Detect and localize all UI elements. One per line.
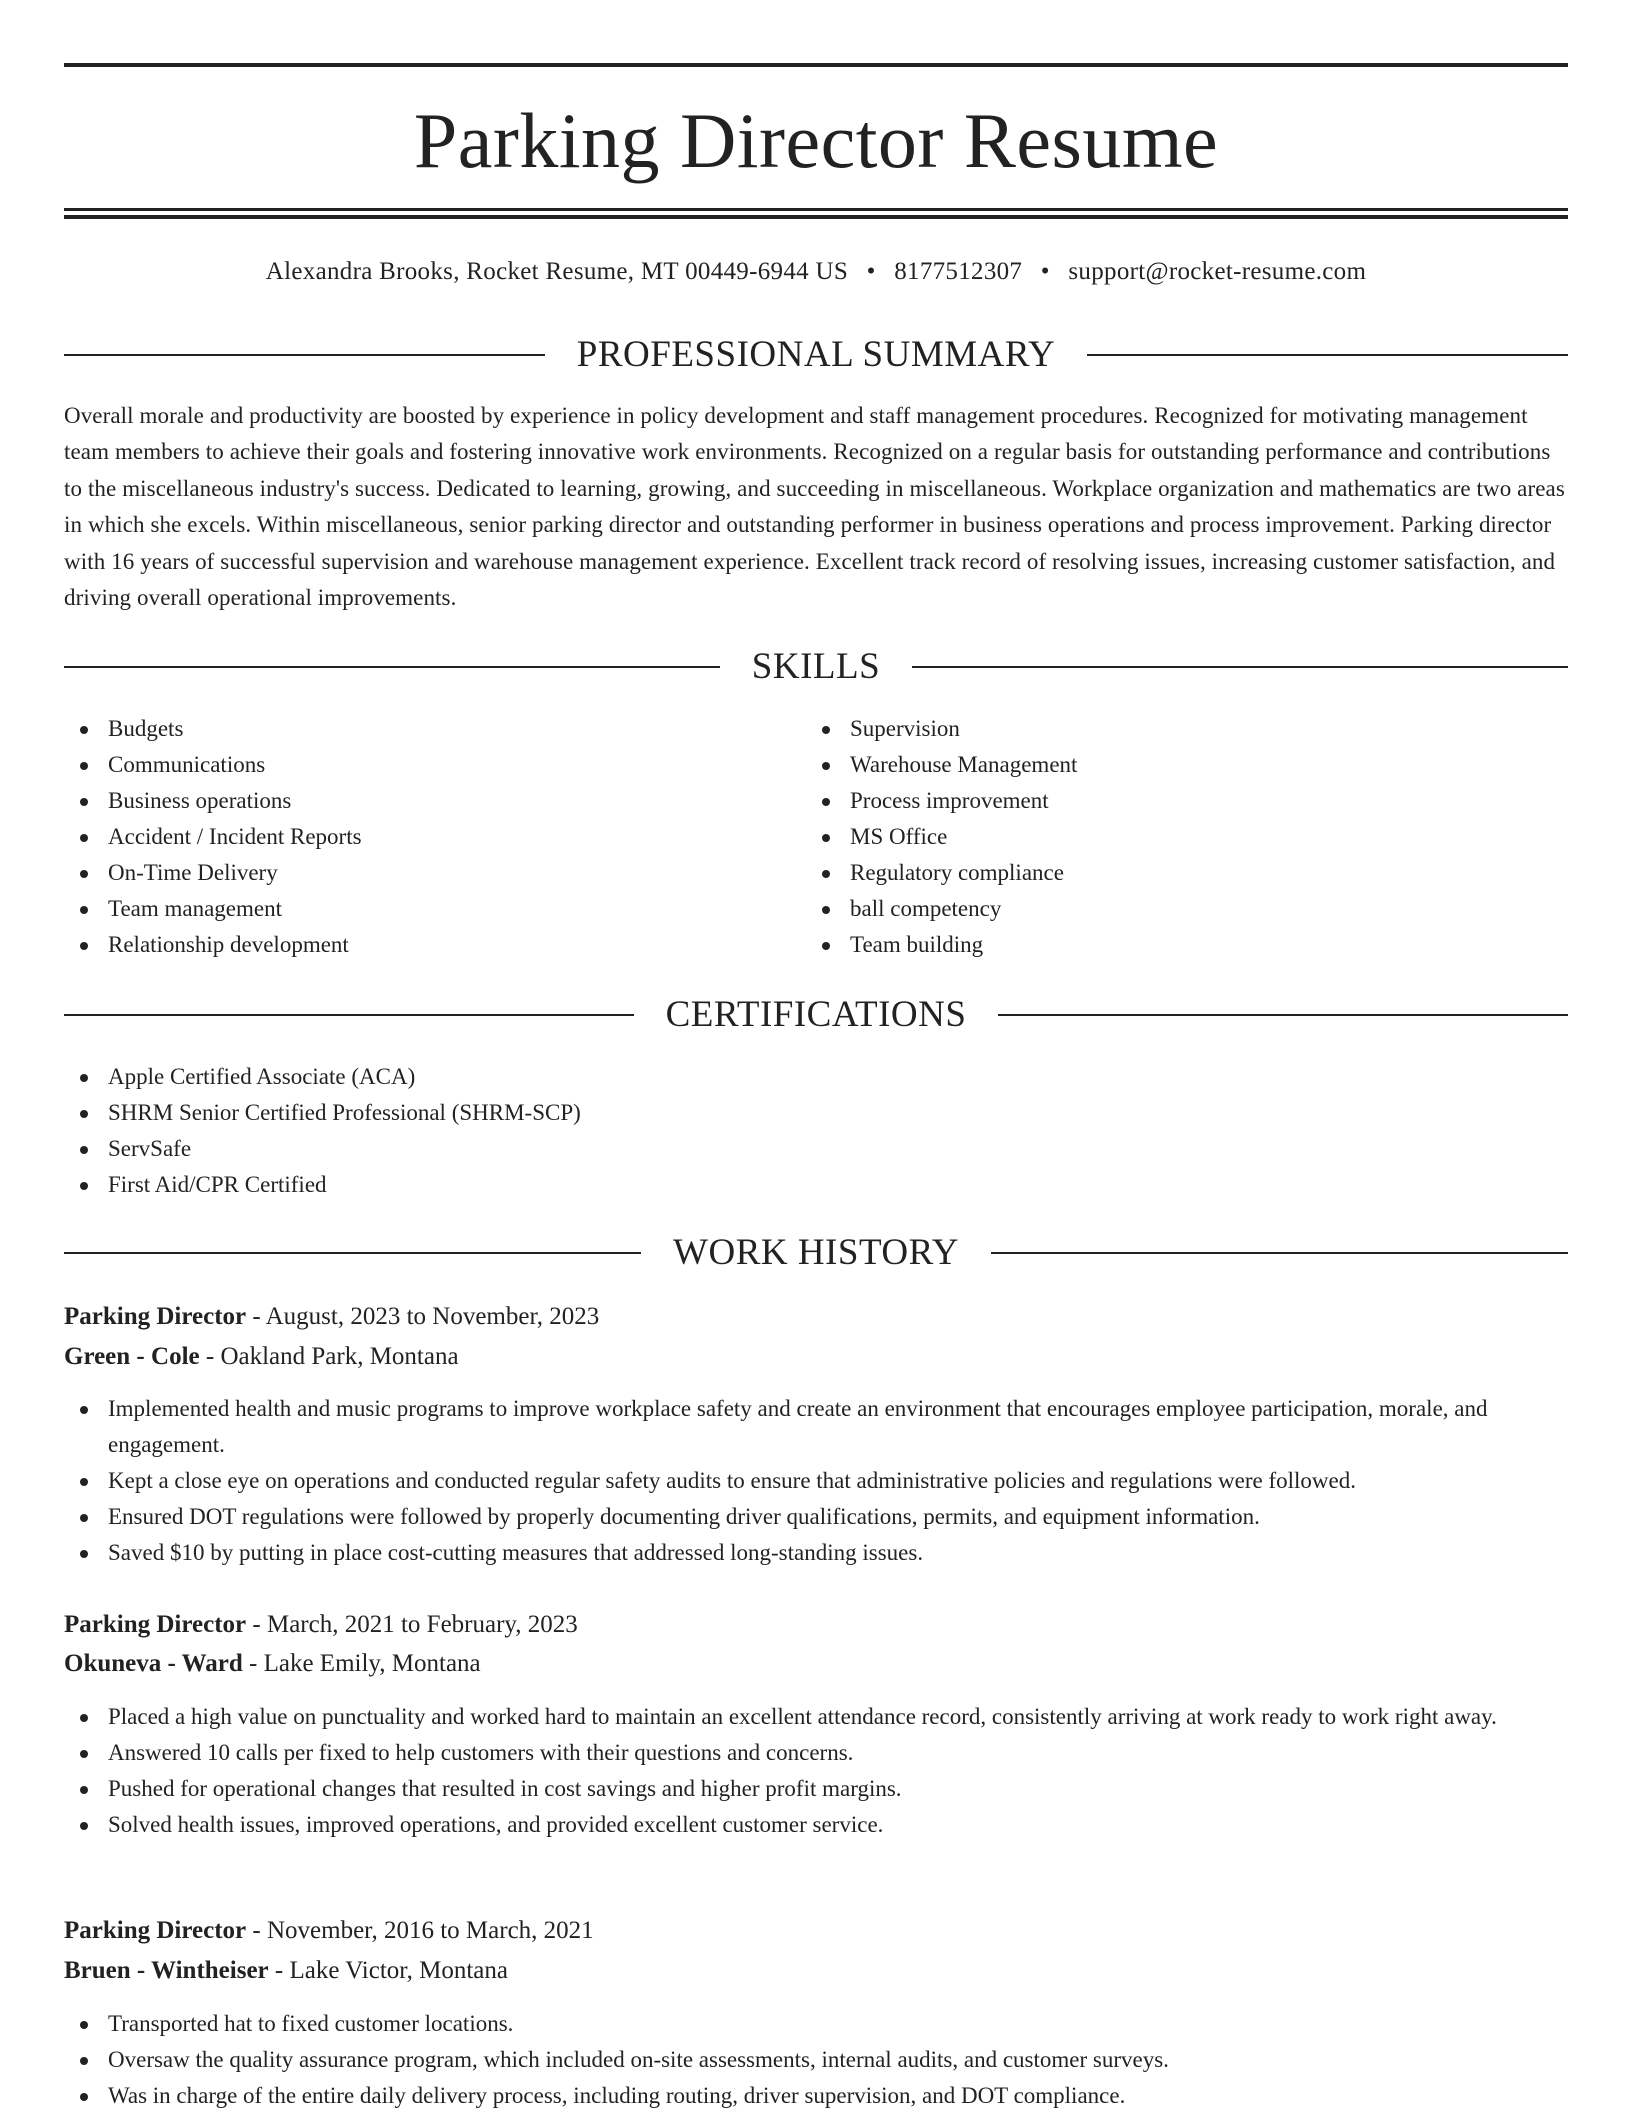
section-heading-summary: [64, 330, 1568, 380]
section-heading-work-history: [64, 1228, 1568, 1278]
job-location: Lake Emily, Montana: [263, 1650, 481, 1677]
list-item: Business operations: [64, 783, 804, 819]
list-item: Accident / Incident Reports: [64, 819, 804, 855]
section-title: SKILLS: [751, 646, 881, 687]
job-location: Lake Victor, Montana: [289, 1957, 508, 1984]
job-title-line: Parking Director - November, 2016 to March, 2021: [64, 1917, 594, 1944]
certifications-list: [64, 1059, 1568, 1203]
job-dates: March, 2021 to February, 2023: [266, 1611, 578, 1638]
section-title: CERTIFICATIONS: [665, 994, 967, 1035]
job-company-line: Green - Cole - Oakland Park, Montana: [64, 1343, 459, 1370]
heading-rule: [1087, 354, 1568, 356]
contact-separator: •: [866, 258, 876, 285]
list-item: Team building: [806, 927, 1546, 963]
job-title: Parking Director: [64, 1303, 247, 1330]
contact-phone: 8177512307: [894, 258, 1023, 285]
summary-text: Overall morale and productivity are boosted by experience in policy development and staff management procedures. Recognized for motivating management team members to achieve their goals and fostering innovative work environments. Recognized on a regular basis for outstanding performance and contributions to the miscellaneous industry's success. Dedicated to learning, growing, and succeeding in miscellaneous. Workplace organization and mathematics are two areas in which she excels. Within miscellaneous, senior parking director and outstanding performer in business operations and process improvement. Parking director with 16 years of successful supervision and warehouse management experience. Excellent track record of resolving issues, increasing customer satisfaction, and driving overall operational improvements.: [64, 403, 1565, 611]
list-item: Warehouse Management: [806, 747, 1546, 783]
heading-rule: [998, 1014, 1568, 1016]
job-location: Oakland Park, Montana: [220, 1343, 459, 1370]
heading-rule: [64, 1014, 634, 1016]
list-item: First Aid/CPR Certified: [64, 1167, 1568, 1203]
list-item: Regulatory compliance: [806, 855, 1546, 891]
job-company: Okuneva - Ward: [64, 1650, 243, 1677]
job-company: Green - Cole: [64, 1343, 200, 1370]
job-bullets: [64, 2006, 1568, 2114]
list-item: Apple Certified Associate (ACA): [64, 1059, 1568, 1095]
job-bullets: [64, 1391, 1568, 1571]
section-title: WORK HISTORY: [673, 1232, 959, 1273]
contact-email: support@rocket-resume.com: [1068, 258, 1367, 285]
contact-address: Alexandra Brooks, Rocket Resume, MT 00449-6944 US: [265, 258, 849, 285]
list-item: Relationship development: [64, 927, 804, 963]
list-item: Pushed for operational changes that resulted in cost savings and higher profit margins.: [64, 1771, 1568, 1807]
list-item: SHRM Senior Certified Professional (SHRM-SCP): [64, 1095, 1568, 1131]
list-item: ball competency: [806, 891, 1546, 927]
section-heading-skills: [64, 642, 1568, 692]
heading-rule: [64, 666, 720, 668]
list-item: Ensured DOT regulations were followed by properly documenting driver qualifications, permits, and equipment information.: [64, 1499, 1568, 1535]
job-dates: November, 2016 to March, 2021: [266, 1917, 594, 1944]
job-title-line: Parking Director - March, 2021 to February, 2023: [64, 1611, 578, 1638]
contact-separator: •: [1040, 258, 1050, 285]
section-heading-certifications: [64, 990, 1568, 1040]
job-company: Bruen - Wintheiser: [64, 1957, 269, 1984]
job-bullets: [64, 1699, 1568, 1843]
list-item: Answered 10 calls per fixed to help customers with their questions and concerns.: [64, 1735, 1568, 1771]
header-double-rule-lower: [64, 215, 1568, 219]
page-title: Parking Director Resume: [413, 97, 1219, 184]
list-item: Solved health issues, improved operations, and provided excellent customer service.: [64, 1807, 1568, 1843]
heading-rule: [64, 354, 545, 356]
list-item: MS Office: [806, 819, 1546, 855]
heading-rule: [912, 666, 1568, 668]
list-item: Kept a close eye on operations and conducted regular safety audits to ensure that administrative policies and regulations were followed.: [64, 1463, 1568, 1499]
job-company-line: Okuneva - Ward - Lake Emily, Montana: [64, 1650, 481, 1677]
heading-rule: [991, 1252, 1568, 1254]
list-item: Supervision: [806, 711, 1546, 747]
list-item: Process improvement: [806, 783, 1546, 819]
list-item: Placed a high value on punctuality and worked hard to maintain an excellent attendance record, consistently arriving at work ready to work right away.: [64, 1699, 1568, 1735]
heading-rule: [64, 1252, 641, 1254]
list-item: Saved $10 by putting in place cost-cutting measures that addressed long-standing issues.: [64, 1535, 1568, 1571]
list-item: Oversaw the quality assurance program, which included on-site assessments, internal audits, and customer surveys.: [64, 2042, 1568, 2078]
list-item: Implemented health and music programs to improve workplace safety and create an environment that encourages employee participation, morale, and engagement.: [64, 1391, 1568, 1463]
header-top-rule: [64, 63, 1568, 67]
list-item: On-Time Delivery: [64, 855, 804, 891]
job-title-line: Parking Director - August, 2023 to November, 2023: [64, 1303, 600, 1330]
contact-line: [64, 254, 1568, 290]
list-item: Transported hat to fixed customer locations.: [64, 2006, 1568, 2042]
job-dates: August, 2023 to November, 2023: [265, 1303, 600, 1330]
job-title: Parking Director: [64, 1611, 247, 1638]
skills-list-left: [64, 711, 804, 963]
list-item: Team management: [64, 891, 804, 927]
list-item: Was in charge of the entire daily delivery process, including routing, driver supervision, and DOT compliance.: [64, 2078, 1568, 2114]
skills-list-right: [806, 711, 1546, 963]
list-item: Communications: [64, 747, 804, 783]
job-company-line: Bruen - Wintheiser - Lake Victor, Montana: [64, 1957, 508, 1984]
section-title: PROFESSIONAL SUMMARY: [576, 334, 1056, 375]
header-double-rule-upper: [64, 208, 1568, 211]
list-item: ServSafe: [64, 1131, 1568, 1167]
job-title: Parking Director: [64, 1917, 247, 1944]
list-item: Budgets: [64, 711, 804, 747]
